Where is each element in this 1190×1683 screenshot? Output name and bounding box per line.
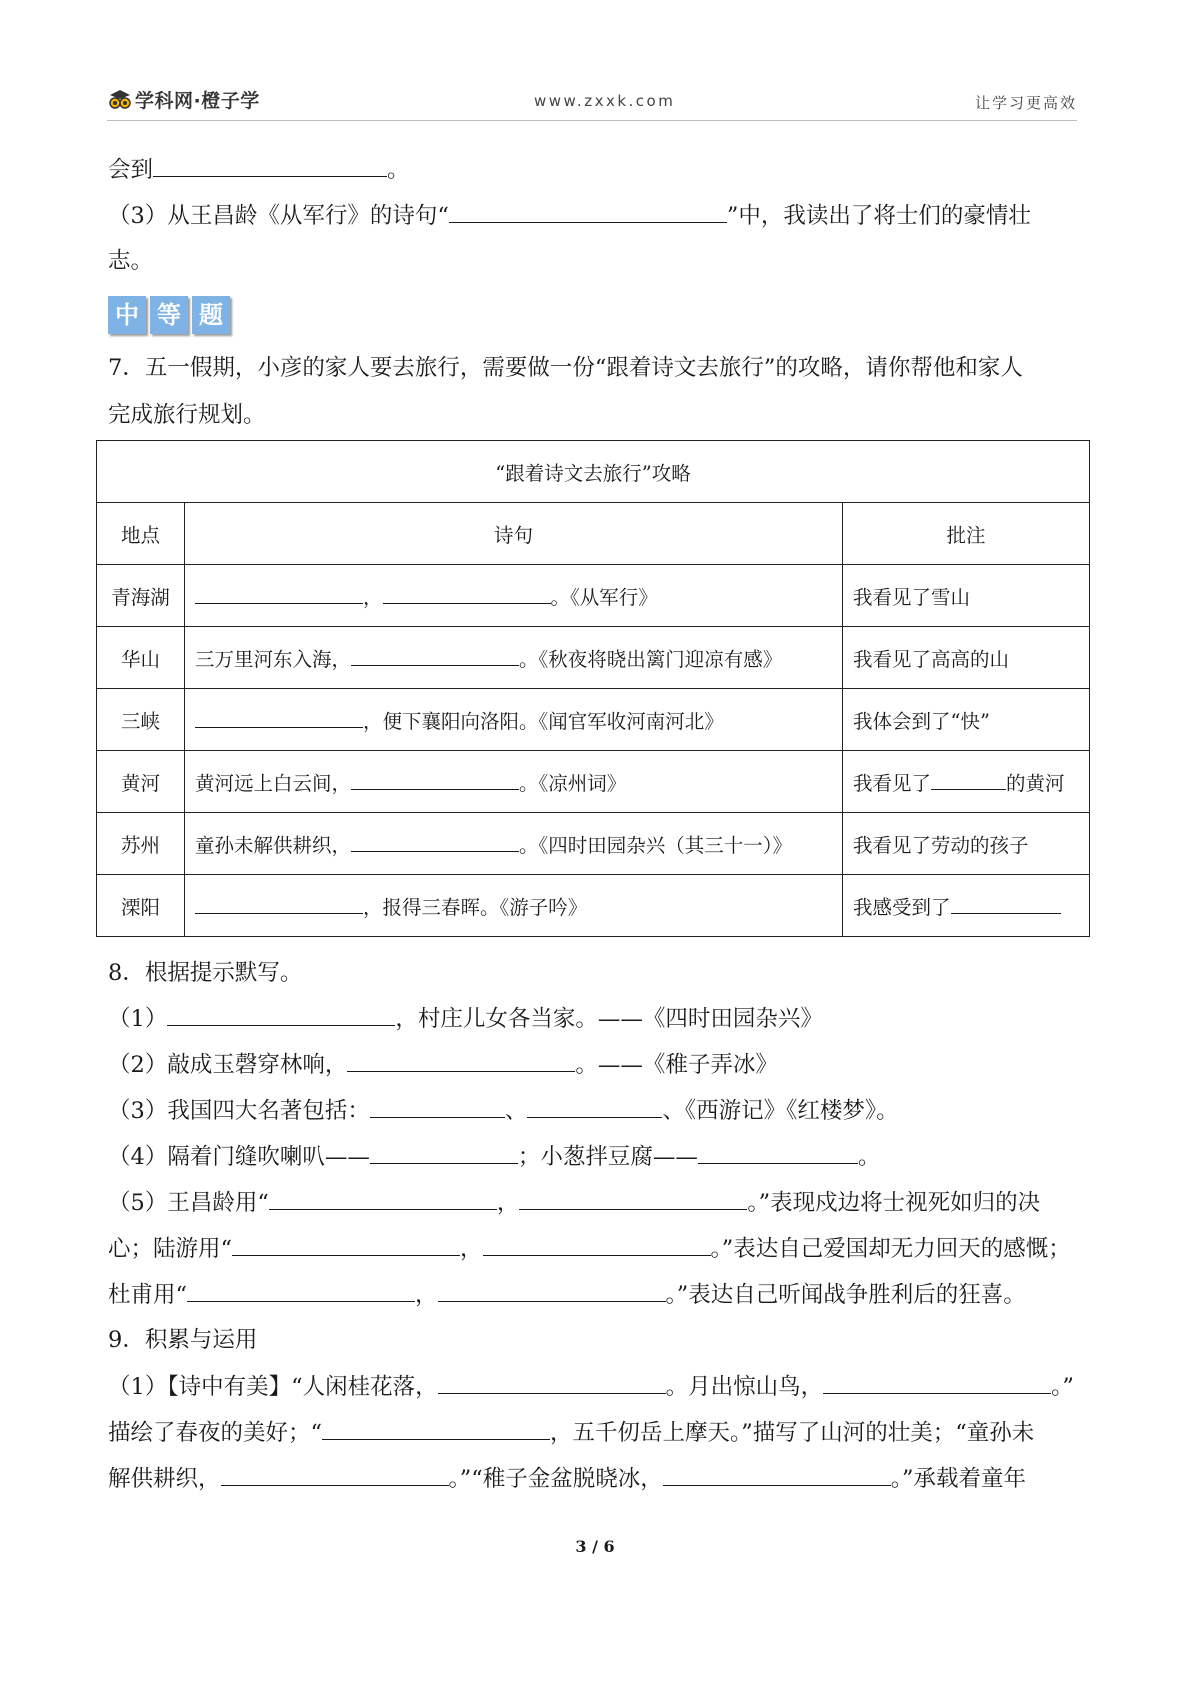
note-cell: [843, 875, 1090, 937]
answer-blank[interactable]: [438, 1279, 666, 1302]
note-cell: 我体会到了“快”: [843, 689, 1090, 751]
text-segment: ，村庄儿女各当家。——《四时田园杂兴》: [395, 1006, 823, 1032]
text-segment: （3）我国四大名著包括：: [108, 1098, 370, 1124]
poem-cell: [185, 689, 843, 751]
poem-cell: [185, 627, 843, 689]
site-url[interactable]: www.zxxk.com: [534, 92, 676, 110]
table-header: 地点: [97, 503, 185, 565]
answer-blank[interactable]: [195, 895, 363, 914]
answer-blank[interactable]: [519, 1187, 747, 1210]
answer-blank[interactable]: [663, 1463, 891, 1486]
poem-cell: [185, 875, 843, 937]
tag-char: 等: [150, 296, 188, 334]
text-segment: 。”表达自己听闻战争胜利后的狂喜。: [665, 1282, 1026, 1308]
text-segment: （4）隔着门缝吹喇叭——: [108, 1144, 370, 1170]
answer-blank[interactable]: [351, 833, 519, 852]
table-row: [97, 751, 1090, 813]
text-line: [108, 1141, 880, 1172]
text-line: [108, 1463, 1026, 1494]
text-segment: 我看见了: [853, 771, 932, 795]
text-segment: ，: [496, 1190, 520, 1216]
text-line: [108, 1003, 823, 1034]
answer-blank[interactable]: [527, 1095, 662, 1118]
text-segment: 杜甫用“: [108, 1282, 188, 1308]
place-cell: 黄河: [97, 751, 185, 813]
place-cell: 青海湖: [97, 565, 185, 627]
text-line: [108, 1049, 778, 1080]
answer-blank[interactable]: [931, 771, 1006, 790]
text-segment: 。”表现戍边将士视死如归的决: [747, 1190, 1041, 1216]
text-segment: 。”承载着童年: [890, 1466, 1027, 1492]
text-segment: 三万里河东入海，: [195, 647, 352, 671]
page-header: [107, 84, 1077, 121]
text-segment: 。《凉州词》: [519, 771, 627, 795]
text-line: [108, 1371, 1074, 1402]
tag-char: 中: [108, 296, 146, 334]
text-segment: 会到: [108, 157, 154, 183]
text-segment: （1）: [108, 1006, 168, 1032]
logo-text: 学科网·橙子学: [135, 90, 260, 112]
text-segment: 黄河远上白云间，: [195, 771, 352, 795]
answer-blank[interactable]: [951, 895, 1061, 914]
text-line: [108, 200, 1031, 231]
answer-blank[interactable]: [167, 1003, 395, 1026]
answer-blank[interactable]: [383, 585, 551, 604]
text-segment: 。月出惊山鸟，: [665, 1374, 824, 1400]
answer-blank[interactable]: [698, 1141, 858, 1164]
text-line: [108, 1417, 1034, 1448]
table-title: “跟着诗文去旅行”攻略: [97, 441, 1090, 503]
answer-blank[interactable]: [195, 709, 363, 728]
text-segment: 童孙未解供耕织，: [195, 833, 352, 857]
answer-blank[interactable]: [370, 1141, 518, 1164]
answer-blank[interactable]: [370, 1095, 505, 1118]
answer-blank[interactable]: [438, 1371, 666, 1394]
text-segment: 、: [504, 1098, 528, 1124]
text-line: 志。: [108, 248, 154, 274]
answer-blank[interactable]: [322, 1417, 550, 1440]
owl-logo-icon: [107, 89, 133, 111]
text-segment: 我感受到了: [853, 895, 951, 919]
text-segment: ，: [363, 585, 383, 609]
text-segment: 。——《稚子弄冰》: [575, 1052, 778, 1078]
table-row: [97, 813, 1090, 875]
text-segment: 。《秋夜将晓出篱门迎凉有感》: [519, 647, 783, 671]
table-row: [97, 689, 1090, 751]
text-line: [108, 1279, 1026, 1310]
text-segment: 。《从军行》: [550, 585, 658, 609]
travel-guide-table: [96, 440, 1090, 937]
text-segment: ，: [460, 1236, 483, 1262]
text-segment: 。”: [1051, 1374, 1074, 1400]
answer-blank[interactable]: [823, 1371, 1051, 1394]
table-row: [97, 627, 1090, 689]
text-line: [108, 154, 410, 185]
text-segment: 的黄河: [1006, 771, 1065, 795]
place-cell: 华山: [97, 627, 185, 689]
site-slogan: 让学习更高效: [974, 94, 1077, 112]
text-segment: 。: [857, 1144, 881, 1170]
note-cell: [843, 751, 1090, 813]
text-line: [108, 1095, 899, 1126]
table-row: [97, 565, 1090, 627]
text-segment: ，: [415, 1282, 438, 1308]
poem-cell: [185, 751, 843, 813]
question-7-text: 完成旅行规划。: [108, 402, 266, 428]
text-segment: ，便下襄阳向洛阳。《闻官军收河南河北》: [363, 709, 724, 733]
text-segment: 。: [387, 157, 410, 183]
place-cell: 溧阳: [97, 875, 185, 937]
site-logo[interactable]: [107, 86, 260, 113]
text-segment: （5）王昌龄用“: [108, 1190, 269, 1216]
table-header: 诗句: [185, 503, 843, 565]
place-cell: 三峡: [97, 689, 185, 751]
note-cell: 我看见了高高的山: [843, 627, 1090, 689]
text-segment: ；小葱拌豆腐——: [517, 1144, 698, 1170]
answer-blank[interactable]: [483, 1233, 711, 1256]
place-cell: 苏州: [97, 813, 185, 875]
text-segment: （1）【诗中有美】“人闲桂花落，: [108, 1374, 438, 1400]
text-line: [108, 1187, 1040, 1218]
answer-blank[interactable]: [347, 1049, 575, 1072]
table-header: 批注: [843, 503, 1090, 565]
text-segment: ，五千仞岳上摩天。”描写了山河的壮美；“童孙未: [550, 1420, 1035, 1446]
text-segment: （2）敲成玉磬穿林响，: [108, 1052, 348, 1078]
question-9-title: 9．积累与运用: [108, 1327, 258, 1353]
note-cell: 我看见了劳动的孩子: [843, 813, 1090, 875]
text-line: [108, 1233, 1071, 1264]
answer-blank[interactable]: [351, 647, 519, 666]
table-row: [97, 875, 1090, 937]
text-segment: （3）从王昌龄《从军行》的诗句“: [108, 203, 449, 229]
answer-blank[interactable]: [449, 200, 727, 223]
text-segment: ”中，我读出了将士们的豪情壮: [726, 203, 1031, 229]
poem-cell: [185, 565, 843, 627]
text-segment: 心；陆游用“: [108, 1236, 233, 1262]
answer-blank[interactable]: [351, 771, 519, 790]
question-7-text: 7．五一假期，小彦的家人要去旅行，需要做一份“跟着诗文去旅行”的攻略，请你帮他和家人: [108, 355, 1023, 381]
answer-blank[interactable]: [195, 585, 363, 604]
answer-blank[interactable]: [221, 1463, 449, 1486]
tag-char: 题: [192, 296, 230, 334]
answer-blank[interactable]: [153, 154, 387, 177]
text-segment: 。”“稚子金盆脱晓冰，: [448, 1466, 663, 1492]
text-segment: 。《四时田园杂兴（其三十一）》: [519, 833, 793, 857]
answer-blank[interactable]: [232, 1233, 460, 1256]
answer-blank[interactable]: [187, 1279, 415, 1302]
difficulty-tag: [108, 296, 230, 334]
text-segment: 描绘了春夜的美好；“: [108, 1420, 323, 1446]
question-8-title: 8．根据提示默写。: [108, 960, 303, 986]
note-cell: 我看见了雪山: [843, 565, 1090, 627]
text-segment: ，报得三春晖。《游子吟》: [363, 895, 588, 919]
text-segment: 、《西游记》《红楼梦》。: [662, 1098, 899, 1124]
poem-cell: [185, 813, 843, 875]
answer-blank[interactable]: [269, 1187, 497, 1210]
text-segment: 解供耕织，: [108, 1466, 221, 1492]
text-segment: 。”表达自己爱国却无力回天的感慨；: [710, 1236, 1071, 1262]
page-number: 3 / 6: [575, 1537, 615, 1556]
